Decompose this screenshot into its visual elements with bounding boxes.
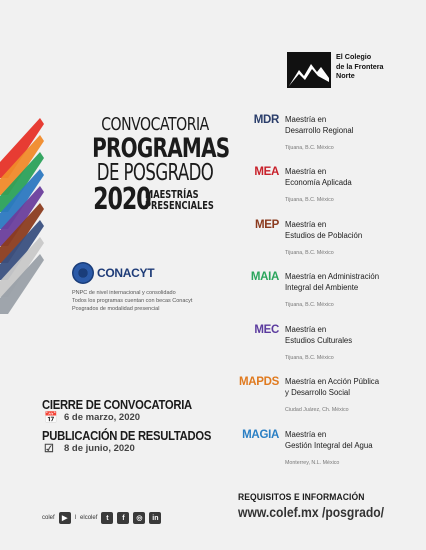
results-date: 8 de junio, 2020 (64, 443, 135, 454)
program-item (232, 219, 422, 259)
program-item (232, 429, 422, 469)
program-item (232, 114, 422, 154)
calendar-icon: 📅 (44, 412, 58, 424)
conacyt-note-line: Posgrados de modalidad presencial (72, 306, 160, 312)
facebook-icon[interactable]: f (117, 512, 129, 524)
program-location: Monterrey, N.L. México (285, 460, 340, 466)
conacyt-note-line: Todos los programas cuentan con becas Conacyt (72, 298, 193, 304)
program-name: Maestría en Desarrollo Regional (285, 115, 354, 135)
program-location: Tijuana, B.C. México (285, 145, 334, 151)
conacyt-note (72, 289, 242, 313)
checkbox-icon: ☑ (44, 443, 54, 455)
program-name: Maestría en Economía Aplicada (285, 167, 352, 187)
youtube-icon[interactable]: ▶ (59, 512, 71, 524)
conacyt-name: CONACYT (97, 266, 155, 280)
results-title: PUBLICACIÓN DE RESULTADOS (42, 429, 212, 443)
program-item (232, 376, 422, 416)
info-url[interactable]: www.colef.mx /posgrado/ (238, 505, 385, 520)
program-location: Ciudad Juárez, Ch. México (285, 407, 349, 413)
headline-year-row (70, 182, 240, 217)
headline-programas: PROGRAMAS (92, 133, 230, 164)
program-name: Maestría en Acción Pública y Desarrollo Social (285, 377, 380, 397)
program-item (232, 324, 422, 364)
logo-line-2: de la Frontera (336, 61, 384, 71)
program-name: Maestría en Estudios de Población (285, 220, 363, 240)
program-code: MAIA (250, 271, 279, 283)
program-code: MAGIA (242, 429, 279, 441)
headline-presenciales: PRESENCIALES (144, 198, 214, 212)
linkedin-icon[interactable]: in (149, 512, 161, 524)
program-name: Maestría en Administración Integral del Ambiente (285, 272, 380, 292)
logo-line-1: El Colegio (336, 52, 372, 61)
program-name: Maestría en Gestión Integral del Agua (285, 430, 373, 450)
logo-line-3: Norte (336, 71, 355, 80)
conacyt-note-line: PNPC de nivel internacional y consolidado (72, 290, 176, 296)
program-code: MAPDS (238, 376, 279, 388)
twitter-icon[interactable]: t (101, 512, 113, 524)
instagram-icon[interactable]: ◎ (133, 512, 145, 524)
close-date: 6 de marzo, 2020 (64, 412, 141, 423)
headline-year: 2020 (93, 182, 151, 217)
program-item (232, 271, 422, 311)
headline (70, 114, 240, 217)
mountain-logo-icon (287, 52, 331, 88)
headline-subtitle (145, 189, 214, 211)
ribbon-decoration (0, 0, 60, 550)
conacyt-logo (72, 262, 154, 284)
headline-convocatoria: CONVOCATORIA (101, 114, 209, 135)
colef-logo (287, 52, 384, 88)
close-title: CIERRE DE CONVOCATORIA (42, 398, 192, 412)
program-code: MEP (254, 219, 279, 231)
info-title: REQUISITOS E INFORMACIÓN (238, 492, 365, 503)
program-location: Tijuana, B.C. México (285, 355, 334, 361)
program-location: Tijuana, B.C. México (285, 250, 334, 256)
program-item (232, 166, 422, 206)
deadlines (42, 398, 230, 454)
headline-maestrias: MAESTRÍAS (144, 187, 199, 201)
conacyt-seal-icon (72, 262, 94, 284)
close-date-row (44, 412, 230, 424)
program-location: Tijuana, B.C. México (285, 197, 334, 203)
headline-posgrado: DE POSGRADO (96, 160, 214, 186)
social-links (42, 512, 161, 524)
colef-name (336, 52, 384, 81)
program-code: MEA (254, 166, 279, 178)
program-code: MDR (253, 114, 279, 126)
social-handle-colef: colef (42, 515, 55, 521)
program-name: Maestría en Estudios Culturales (285, 325, 353, 345)
results-date-row (44, 443, 230, 455)
program-code: MEC (254, 324, 279, 336)
social-handle-elcolef: elcolef (80, 515, 98, 521)
social-separator: l (74, 515, 77, 521)
program-location: Tijuana, B.C. México (285, 302, 334, 308)
